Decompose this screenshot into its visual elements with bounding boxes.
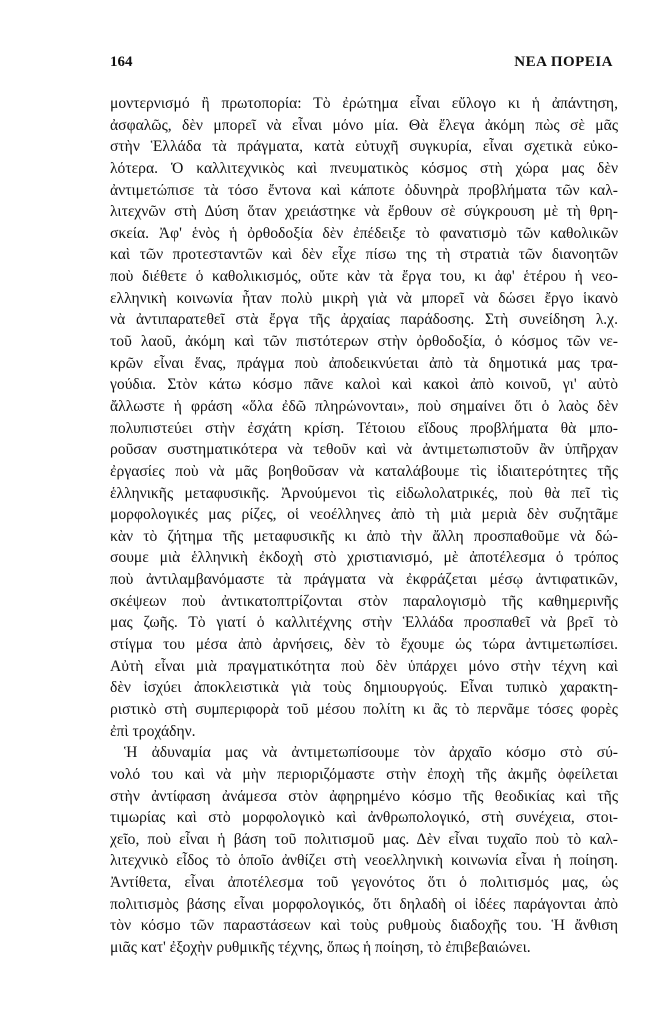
text-line: πολυπιστεύει στὴν ἐσχάτη κρίση. Τέτοιου εἴδους προβλήματα θὰ μπο- <box>110 419 618 437</box>
text-line: μορφολογικές μας ρίζες, οἱ νεοέλληνες ἀπὸ τὴ μιὰ μεριὰ δὲν συζητᾶμε <box>110 506 618 524</box>
text-line: τὸν κόσμο τῶν παραστάσεων καὶ τοὺς ρυθμοὺς διαδοχῆς του. Ἡ ἄνθιση <box>110 917 618 935</box>
page-number: 164 <box>110 54 133 70</box>
text-line: μας ζωῆς. Τὸ γιατί ὁ καλλιτέχνης στὴν Ἑλλάδα προσπαθεῖ νὰ βρεῖ τὸ <box>110 614 618 632</box>
text-line: ριστικὸ στὴ συμπεριφορὰ τοῦ μέσου πολίτη κι ἂς τὸ περνᾶμε τόσες φορὲς <box>110 700 618 718</box>
text-line: καὶ τῶν προτεσταντῶν καὶ δὲν εἶχε πίσω της τὴ στρατιὰ τῶν διανοητῶν <box>110 246 618 264</box>
text-line: λιτεχνικὸ εἶδος τὸ ὁποῖο ἀνθίζει στὴ νεοελληνικὴ κοινωνία εἶναι ἡ ποίηση. <box>110 852 618 870</box>
text-line: νολό του καὶ νὰ μὴν περιοριζόμαστε στὴν ἐποχὴ τῆς ἀκμῆς ὀφείλεται <box>110 765 618 783</box>
text-line: ποὺ διέθετε ὁ καθολικισμός, οὔτε κὰν τὰ ἔργα του, κι ἀφ' ἑτέρου ἡ νεο- <box>110 268 618 286</box>
text-line: στίγμα του μέσα ἀπὸ ἀρνήσεις, δὲν τὸ ἔχουμε ὡς τώρα ἀντιμετωπίσει. <box>110 636 618 654</box>
text-line: Αὐτὴ εἶναι μιὰ πραγματικότητα ποὺ δὲν ὑπάρχει μόνο στὴν τέχνη καὶ <box>110 657 618 675</box>
body-text <box>110 93 618 959</box>
text-line: ελληνικὴ κοινωνία ἦταν πολὺ μικρὴ γιὰ νὰ μπορεῖ νὰ δώσει ἔργο ἱκανὸ <box>110 289 618 307</box>
text-line: Ἀντίθετα, εἶναι ἀποτέλεσμα τοῦ γεγονότος ὅτι ὁ πολιτισμός μας, ὡς <box>110 874 618 892</box>
text-line: ἐργασίες ποὺ νὰ μᾶς βοηθοῦσαν νὰ καταλάβουμε τὶς ἰδιαιτερότητες τῆς <box>110 462 618 480</box>
text-line: σουμε μιὰ ἑλληνικὴ ἐκδοχὴ στὸ χριστιανισμό, μὲ ἀποτέλεσμα ὁ τρόπος <box>110 549 618 567</box>
text-line: λιτεχνῶν στὴ Δύση ὅταν χρειάστηκε νὰ ἔρθουν σὲ σύγκρουση μὲ τὴ θρη- <box>110 203 618 221</box>
text-line: πολιτισμὸς βάσης εἶναι μορφολογικός, ὅτι δηλαδὴ οἱ ἰδέες παράγονται ἀπὸ <box>110 895 618 913</box>
paragraph-1 <box>110 93 618 742</box>
text-line: σκεία. Ἀφ' ἑνὸς ἡ ὀρθοδοξία δὲν ἐπέδειξε τὸ φανατισμὸ τῶν καθολικῶν <box>110 224 618 242</box>
text-line: ἀντιμετώπισε τὰ τόσο ἔντονα καὶ κάποτε ὀδυνηρὰ προβλήματα τῶν καλ- <box>110 181 618 199</box>
text-line: χεῖο, ποὺ εἶναι ἡ βάση τοῦ πολιτισμοῦ μας. Δὲν εἶναι τυχαῖο ποὺ τὸ καλ- <box>110 830 618 848</box>
running-head <box>110 54 613 76</box>
text-line: ροῦσαν συστηματικότερα νὰ τεθοῦν καὶ νὰ ἀντιμετωπιστοῦν ἂν ὑπῆρχαν <box>110 441 618 459</box>
text-line: λότερα. Ὁ καλλιτεχνικὸς καὶ πνευματικὸς κόσμος στὴ χώρα μας δὲν <box>110 159 618 177</box>
text-line: στὴν ἀντίφαση ἀνάμεσα στὸν ἀφηρημένο κόσμο τῆς θεοδικίας καὶ τῆς <box>110 787 618 805</box>
text-line: ἐπὶ τροχάδην. <box>110 722 196 740</box>
journal-title: ΝΕΑ ΠΟΡΕΙΑ <box>514 54 613 70</box>
text-line: νὰ ἀντιπαρατεθεῖ στὰ ἔργα τῆς ἀρχαίας παράδοσης. Στὴ συνείδηση λ.χ. <box>110 311 618 329</box>
text-line: σκέψεων ποὺ ἀντικατοπτρίζονται στὸν παραλογισμὸ τῆς καθημερινῆς <box>110 592 618 610</box>
text-line: μοντερνισμό ἢ πρωτοπορία: Τὸ ἐρώτημα εἶναι εὔλογο κι ἡ ἀπάντηση, <box>110 95 618 112</box>
text-line: κρῶν εἶναι ἕνας, πράγμα ποὺ ἀποδεικνύεται ἀπὸ τὰ δημοτικά μας τρα- <box>110 354 618 372</box>
text-line: γούδια. Στὸν κάτω κόσμο πᾶνε καλοὶ καὶ κακοὶ ἀπὸ κοινοῦ, γι' αὐτὸ <box>110 376 618 394</box>
text-line: ἀσφαλῶς, δὲν μπορεῖ νὰ εἶναι μόνο μία. Θὰ ἔλεγα ἀκόμη πὼς σὲ μᾶς <box>110 116 618 134</box>
text-line: κὰν τὸ ζήτημα τῆς μεταφυσικῆς κι ἀπὸ τὴν ἄλλη προσπαθοῦμε νὰ δώ- <box>110 527 618 545</box>
paragraph-2 <box>110 742 618 958</box>
text-line: στὴν Ἑλλάδα τὰ πράγματα, κατὰ εὐτυχῆ συγκυρία, εἶναι σχετικὰ εὐκο- <box>110 138 618 156</box>
text-line: μιᾶς κατ' ἐξοχὴν ρυθμικῆς τέχνης, ὅπως ἡ ποίηση, τὸ ἐπιβεβαιώνει. <box>110 938 531 956</box>
text-line: ποὺ ἀντιλαμβανόμαστε τὰ πράγματα νὰ ἐκφράζεται μέσῳ ἀντιφατικῶν, <box>110 571 618 589</box>
text-line: ἄλλωστε ἡ φράση «ὅλα ἐδῶ πληρώνονται», ποὺ σημαίνει ὅτι ὁ λαὸς δὲν <box>110 397 618 415</box>
text-line: τιμωρίας καὶ στὸ μορφολογικὸ καὶ ἀνθρωπολογικό, στὴ συνέχεια, στοι- <box>110 809 618 827</box>
text-line: τοῦ λαοῦ, ἀκόμη καὶ τῶν πιστότερων στὴν ὀρθοδοξία, ὁ κόσμος τῶν νε- <box>110 333 618 351</box>
text-line: δὲν ἰσχύει ἀποκλειστικὰ γιὰ τοὺς δημιουργούς. Εἶναι τυπικὸ χαρακτη- <box>110 679 618 697</box>
text-line: Ἡ ἀδυναμία μας νὰ ἀντιμετωπίσουμε τὸν ἀρχαῖο κόσμο στὸ σύ- <box>124 744 618 762</box>
text-line: ἑλληνικῆς μεταφυσικῆς. Ἀρνούμενοι τὶς εἰδωλολατρικές, ποὺ θὰ πεῖ τὶς <box>110 484 618 502</box>
